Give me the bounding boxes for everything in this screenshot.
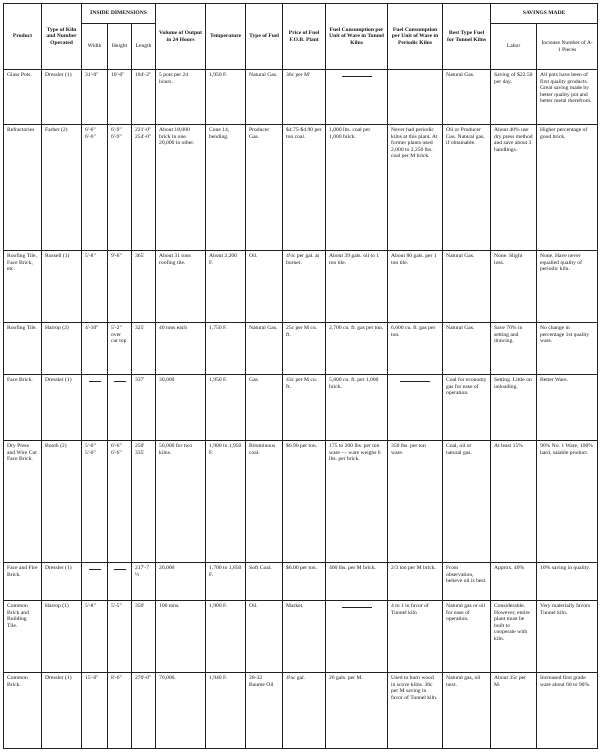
cell-price: $6.90 per ton. — [283, 441, 326, 563]
cell-fuel-type: Bituminous coal. — [246, 441, 283, 563]
cell-tunnel: 175 to 200 lbs. per ton ware — ware weighs 6 lbs. per brick. — [326, 441, 388, 563]
cell-kiln: Harrop (1) — [42, 601, 82, 673]
cell-increase: All pots have been of first quality products. Great saving made by better quality pot and better metal therefrom. — [537, 70, 598, 125]
header-fuel-type: Type of Fuel — [246, 4, 283, 70]
cell-tunnel: 5,800 cu. ft. per 1,000 brick. — [326, 375, 388, 441]
cell-temperature: 1,700 to 1,850 F. — [206, 563, 246, 601]
cell-temperature: 1,940 F. — [206, 673, 246, 749]
cell-product: Face Brick. — [4, 375, 42, 441]
cell-tunnel: 2,700 cu. ft. gas per ton. — [326, 323, 388, 375]
dash-mark — [342, 607, 372, 608]
cell-temperature: Cone 14, bending. — [206, 125, 246, 251]
cell-height: 6'-9" 6'-9" — [108, 125, 132, 251]
cell-length: 221'-0" 254'-0" — [132, 125, 156, 251]
dash-mark — [342, 76, 372, 77]
cell-height: 5'-2" over car top — [108, 323, 132, 375]
cell-width: 5'-0" 5'-0" — [82, 441, 108, 563]
cell-kiln: Dressler (1) — [42, 563, 82, 601]
dash-mark — [89, 381, 101, 382]
cell-tunnel: 1,000 lbs. coal per 1,000 brick. — [326, 125, 388, 251]
cell-price: 4½c per gal. at burner. — [283, 251, 326, 323]
cell-kiln: Russell (1) — [42, 251, 82, 323]
cell-width: 6'-6" 6'-6" — [82, 125, 108, 251]
cell-product: Dry Press and Wire Cut Face Brick. — [4, 441, 42, 563]
cell-price: 25c per M cu. ft. — [283, 323, 326, 375]
table-row — [4, 375, 598, 441]
cell-width: 5'-8" — [82, 601, 108, 673]
cell-periodic — [388, 70, 443, 125]
cell-product: Roofing Tile. — [4, 323, 42, 375]
cell-volume: 50,000 for two kilns. — [156, 441, 206, 563]
cell-periodic-blank — [388, 375, 443, 441]
cell-product: Glass Pots. — [4, 70, 42, 125]
cell-product: Common Brick and Building Tile. — [4, 601, 42, 673]
header-savings-made: SAVINGS MADE — [491, 4, 598, 24]
cell-labor: Saving of $22.50 per day. — [491, 70, 537, 125]
cell-labor: None. Slight loss. — [491, 251, 537, 323]
table-row — [4, 251, 598, 323]
cell-increase: Better Ware. — [537, 375, 598, 441]
cell-length: 250' 335' — [132, 441, 156, 563]
cell-increase: None. Have never equalled quality of periodic kiln. — [537, 251, 598, 323]
cell-height-blank — [108, 563, 132, 601]
header-fuel-price: Price of Fuel F.O.B. Plant — [283, 4, 326, 70]
cell-kiln: Dressler (1) — [42, 70, 82, 125]
cell-price: $6.00 per ton. — [283, 563, 326, 601]
cell-temperature: 1,900 F. — [206, 601, 246, 673]
cell-fuel-type: Soft Coal. — [246, 563, 283, 601]
cell-length: 350' — [132, 601, 156, 673]
kiln-data-sheet — [3, 3, 597, 751]
cell-temperature: 1,950 F. — [206, 375, 246, 441]
cell-width: 4'-10" — [82, 323, 108, 375]
header-labor: Labor — [491, 24, 537, 70]
cell-tunnel-blank — [326, 70, 388, 125]
cell-fuel-type: Oil. — [246, 251, 283, 323]
cell-height: 9'-6" — [108, 251, 132, 323]
dash-mark — [400, 381, 430, 382]
dash-mark — [114, 381, 126, 382]
cell-length: 325' — [132, 323, 156, 375]
header-height: Height — [108, 24, 132, 70]
cell-price: Market. — [283, 601, 326, 673]
table-row — [4, 673, 598, 749]
table-row — [4, 563, 598, 601]
cell-tunnel-blank — [326, 601, 388, 673]
cell-price: 4¼c gal. — [283, 673, 326, 749]
cell-length: 184'-2" — [132, 70, 156, 125]
cell-fuel-type: Natural Gas. — [246, 70, 283, 125]
header-tunnel-consumption: Fuel Consumption per Unit of Ware in Tunnel Kilns — [326, 4, 388, 70]
header-periodic-consumption: Fuel Consumption per Unit of Ware in Periodic Kilns — [388, 4, 443, 70]
cell-width: 15'-0" — [82, 673, 108, 749]
cell-tunnel: 26 gals. per M. — [326, 673, 388, 749]
table-row — [4, 441, 598, 563]
header-temperature: Temperature — [206, 4, 246, 70]
header-length: Length — [132, 24, 156, 70]
cell-increase: Higher percentage of good brick. — [537, 125, 598, 251]
cell-length: 337' — [132, 375, 156, 441]
cell-increase: Increased first grade ware about 60 to 90%. — [537, 673, 598, 749]
cell-increase: No change in percentage 1st quality ware. — [537, 323, 598, 375]
cell-price: 43c per M cu. ft. — [283, 375, 326, 441]
cell-height: 6'-6" 6'-6" — [108, 441, 132, 563]
cell-best-fuel: Natural Gas. — [443, 251, 491, 323]
header-width: Width — [82, 24, 108, 70]
cell-volume: 70,000. — [156, 673, 206, 749]
cell-periodic: Used to burn wood in scove kilns. 36c per M saving in favor of Tunnel kiln. — [388, 673, 443, 749]
cell-tunnel: 400 lbs. per M brick. — [326, 563, 388, 601]
cell-width-blank — [82, 563, 108, 601]
cell-kiln: Dressler (1) — [42, 673, 82, 749]
header-volume: Volume of Output in 24 Hours — [156, 4, 206, 70]
cell-height-blank — [108, 375, 132, 441]
cell-periodic: About 80 gals. per 1 ton tile. — [388, 251, 443, 323]
dash-mark — [89, 569, 101, 570]
cell-increase: 90% No. 1 Ware, 100% hard, salable product. — [537, 441, 598, 563]
cell-volume: 100 tons. — [156, 601, 206, 673]
cell-length: 270'-0" — [132, 673, 156, 749]
cell-temperature: 1,750 F. — [206, 323, 246, 375]
table-row — [4, 601, 598, 673]
cell-product: Face and Fire Brick. — [4, 563, 42, 601]
cell-fuel-type: Natural Gas. — [246, 323, 283, 375]
cell-labor: Setting. Little on unloading. — [491, 375, 537, 441]
table-row — [4, 70, 598, 125]
cell-volume: About 31 tons roofing tile. — [156, 251, 206, 323]
cell-length: 365' — [132, 251, 156, 323]
cell-best-fuel: Coal, oil or natural gas. — [443, 441, 491, 563]
cell-labor: Approx. 40% — [491, 563, 537, 601]
cell-fuel-type: Gas. — [246, 375, 283, 441]
cell-product: Common Brick. — [4, 673, 42, 749]
cell-price: $4.75-$4.90 per ton coal. — [283, 125, 326, 251]
cell-width: 31'-0" — [82, 70, 108, 125]
cell-height: 10'-0" — [108, 70, 132, 125]
cell-increase: Very materially favors Tunnel kiln. — [537, 601, 598, 673]
cell-fuel-type: 28-32 Baume Oil — [246, 673, 283, 749]
cell-product: Roofing Tile, Face Brick, etc. — [4, 251, 42, 323]
cell-increase: 10% saving in quality. — [537, 563, 598, 601]
cell-width: 5'-8" — [82, 251, 108, 323]
cell-labor: At least 15% — [491, 441, 537, 563]
cell-fuel-type: Oil. — [246, 601, 283, 673]
cell-periodic: 2/3 ton per M brick. — [388, 563, 443, 601]
cell-kiln: Booth (2) — [42, 441, 82, 563]
cell-temperature: About 2,200 F. — [206, 251, 246, 323]
cell-volume: 20,000 — [156, 563, 206, 601]
header-kiln-type: Type of Kiln and Number Operated — [42, 4, 82, 70]
cell-volume: 40 tons each — [156, 323, 206, 375]
cell-labor: Considerable. However, entire plant must be built to cooperate with kiln. — [491, 601, 537, 673]
cell-fuel-type: Producer Gas. — [246, 125, 283, 251]
cell-height: 8'-6" — [108, 673, 132, 749]
table-row — [4, 125, 598, 251]
table-row — [4, 323, 598, 375]
header-best-fuel: Best Type Fuel for Tunnel Kilns — [443, 4, 491, 70]
cell-product: Refractories — [4, 125, 42, 251]
header-increase: Increase Number of A-1 Pieces — [537, 24, 598, 70]
cell-best-fuel: Coal for economy gas for ease of operation. — [443, 375, 491, 441]
cell-labor: About 35c per M. — [491, 673, 537, 749]
cell-periodic: 4 to 1 in favor of Tunnel kiln — [388, 601, 443, 673]
cell-price: 36c per M' — [283, 70, 326, 125]
dash-mark — [114, 569, 126, 570]
header-product: Product — [4, 4, 42, 70]
cell-best-fuel: Oil or Producer Gas. Natural gas, if obtainable. — [443, 125, 491, 251]
cell-kiln: Dressler (1) — [42, 375, 82, 441]
cell-kiln: Harrop (2) — [42, 323, 82, 375]
cell-width-blank — [82, 375, 108, 441]
cell-labor: Save 70% in setting and drawing. — [491, 323, 537, 375]
cell-best-fuel: Natural gas, oil next. — [443, 673, 491, 749]
cell-length: 217'-7½ — [132, 563, 156, 601]
cell-best-fuel: Natural gas or oil for ease of operation. — [443, 601, 491, 673]
header-inside-dimensions: INSIDE DIMENSIONS — [82, 4, 156, 24]
cell-height: 5'-5" — [108, 601, 132, 673]
cell-tunnel: About 39 gals. oil to 1 ton tile. — [326, 251, 388, 323]
cell-labor: About 40% use dry press method and save about 3 handlings. — [491, 125, 537, 251]
cell-kiln: Farber (2) — [42, 125, 82, 251]
tunnel-kiln-table — [3, 3, 598, 749]
cell-volume: About 18,000 brick in one. 20,000 in other. — [156, 125, 206, 251]
cell-periodic: 6,600 cu. ft. gas per ton. — [388, 323, 443, 375]
cell-volume: 5 pots per 24 hours. — [156, 70, 206, 125]
cell-best-fuel: Natural Gas. — [443, 323, 491, 375]
cell-periodic: 350 lbs. per ton ware. — [388, 441, 443, 563]
cell-best-fuel: Natural Gas. — [443, 70, 491, 125]
cell-periodic: Never had periodic kilns at this plant. At former plants used 2,000 to 2,250 lbs. coal per M brick. — [388, 125, 443, 251]
cell-best-fuel: From observation, believe oil is best. — [443, 563, 491, 601]
cell-temperature: 1,900 to 1,950 F. — [206, 441, 246, 563]
cell-volume: 30,000 — [156, 375, 206, 441]
cell-temperature: 1,950 F. — [206, 70, 246, 125]
